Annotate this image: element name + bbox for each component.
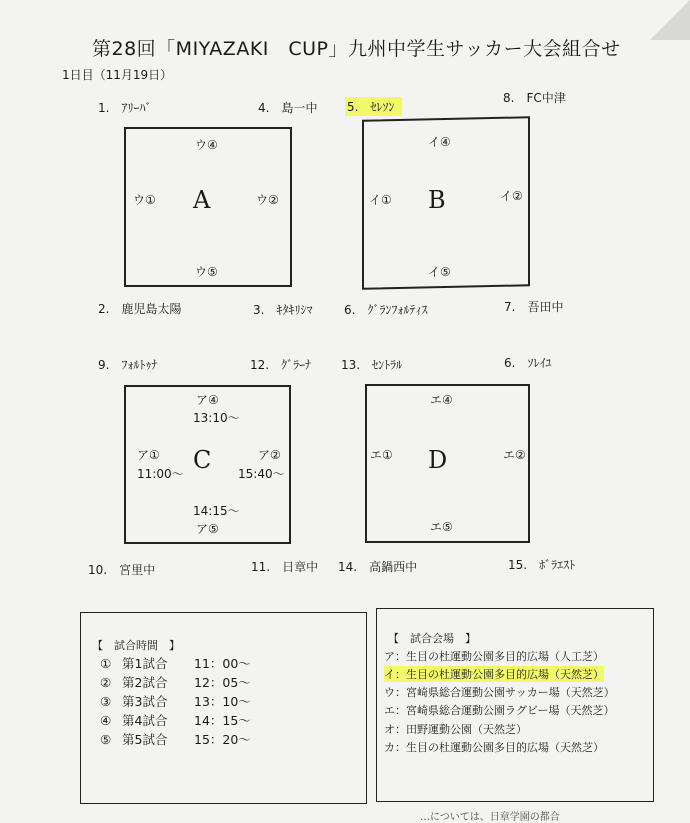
venue-row-e: エ：宮崎県総合運動公園ラグビー場（天然芝） — [384, 704, 615, 717]
group-a-venue-bottom: ウ⑤ — [195, 265, 218, 279]
group-c-time-right: 15:40～ — [238, 467, 285, 481]
team-7: 7. 吾田中 — [504, 300, 564, 314]
team-9: 9. ﾌｫﾙﾄｩﾅ — [98, 358, 158, 372]
schedule-row-3: ③ 第3試合 13：10～ — [100, 694, 251, 709]
team-1: 1. ｱﾘｰﾊﾞ — [98, 101, 152, 115]
page-corner — [650, 0, 690, 40]
team-12: 12. ｸﾞﾗｰﾅ — [250, 358, 312, 372]
schedule-row-4: ④ 第4試合 14：15～ — [100, 713, 251, 728]
team-5: 5. ｾﾚｿﾝ — [345, 97, 402, 116]
schedule-row-2: ② 第2試合 12：05～ — [100, 675, 251, 690]
page-title: 第28回「MIYAZAKI CUP」九州中学生サッカー大会組合せ — [92, 38, 621, 60]
team-4: 4. 島一中 — [258, 101, 318, 115]
group-c-venue-right: ア② — [258, 448, 281, 462]
group-a-venue-left: ウ① — [133, 193, 156, 207]
group-d-venue-bottom: エ⑤ — [430, 520, 453, 534]
team-11: 11. 日章中 — [251, 560, 319, 574]
schedule-heading: 【 試合時間 】 — [92, 639, 180, 652]
team-2: 2. 鹿児島太陽 — [98, 302, 182, 316]
team-8: 8. FC中津 — [503, 91, 566, 105]
group-c-time-bottom: 14:15～ — [193, 504, 240, 518]
group-c-time-top: 13:10～ — [193, 411, 240, 425]
schedule-row-1: ① 第1試合 11：00～ — [100, 656, 251, 671]
team-6: 6. ｸﾞﾗﾝﾌｫﾙﾃｨｽ — [344, 303, 428, 317]
venue-row-ka: カ：生目の杜運動公園多目的広場（天然芝） — [384, 741, 604, 754]
group-c-venue-top: ア④ — [196, 393, 219, 407]
group-b-venue-right: イ② — [500, 189, 523, 203]
venue-row-u: ウ：宮崎県総合運動公園サッカー場（天然芝） — [384, 686, 615, 699]
team-15: 15. ﾎﾞﾗｴｽﾄ — [508, 558, 576, 572]
venue-heading: 【 試合会場 】 — [388, 632, 476, 645]
group-a-venue-top: ウ④ — [195, 138, 218, 152]
group-d-label: D — [428, 446, 448, 474]
team-6b: 6. ｿﾚｲﾕ — [504, 356, 552, 370]
venue-row-i: イ：生目の杜運動公園多目的広場（天然芝） — [384, 668, 604, 681]
venue-row-a: ア：生目の杜運動公園多目的広場（人工芝） — [384, 650, 604, 663]
group-b-venue-left: イ① — [369, 193, 392, 207]
group-c-time-left: 11:00～ — [137, 467, 184, 481]
group-b-venue-bottom: イ⑤ — [428, 265, 451, 279]
day-label: 1日目（11月19日） — [62, 68, 173, 82]
group-c-label: C — [193, 446, 212, 474]
group-d-venue-top: エ④ — [430, 393, 453, 407]
group-a-venue-right: ウ② — [256, 193, 279, 207]
team-10: 10. 宮里中 — [88, 563, 156, 577]
schedule-row-5: ⑤ 第5試合 15：20～ — [100, 732, 251, 747]
team-13: 13. ｾﾝﾄﾗﾙ — [341, 358, 403, 372]
group-c-venue-left: ア① — [137, 448, 160, 462]
team-3: 3. ｷﾀｷﾘｼﾏ — [253, 303, 313, 317]
venue-row-o: オ：田野運動公園（天然芝） — [384, 723, 527, 736]
group-a-label: A — [193, 186, 211, 214]
group-b-venue-top: イ④ — [428, 135, 451, 149]
group-c-venue-bottom: ア⑤ — [196, 522, 219, 536]
group-b-label: B — [428, 186, 446, 214]
group-d-venue-right: エ② — [503, 448, 526, 462]
footer-note: …については、日章学園の都合 — [420, 812, 560, 823]
team-14: 14. 高鍋西中 — [338, 560, 418, 574]
group-d-venue-left: エ① — [370, 448, 393, 462]
